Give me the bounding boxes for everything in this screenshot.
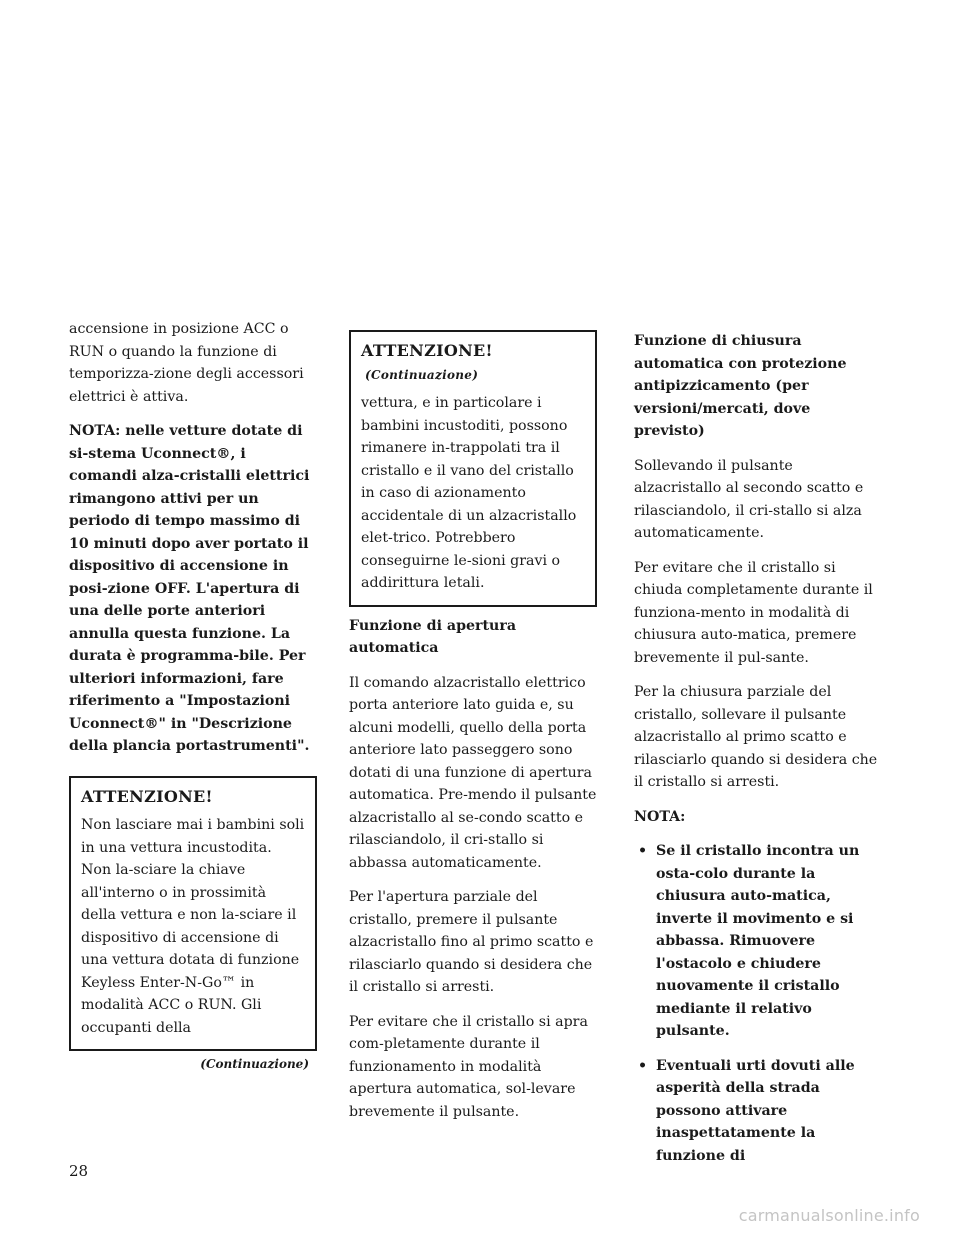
warning-text-continued: vettura, e in particolare i bambini incustoditi, possono rimanere in-trappolati tra il cristallo e il vano del cristallo in caso di azionamento accidentale di un alzacristallo elet-trico. Potrebbero conseguirne le-sioni gravi o addirittura letali. bbox=[361, 395, 577, 591]
warning-text: Non lasciare mai i bambini soli in una vettura incustodita. Non la-sciare la chiave all'interno o in prossimità della vettura e non la-sciare il dispositivo di accensione di una vettura dotata di funzione Keyless Enter-N-Go™ in modalità ACC o RUN. Gli occupanti della bbox=[81, 817, 305, 1036]
section-heading-auto-open: Funzione di apertura automatica bbox=[349, 617, 517, 656]
note-label: NOTA: bbox=[634, 808, 686, 825]
bullet-icon: • bbox=[638, 843, 648, 859]
warning-box bbox=[69, 776, 317, 1052]
paragraph: Per l'apertura parziale del cristallo, premere il pulsante alzacristallo fino al primo scatto e rilasciarlo quando si desidera che il cristallo si arresti. bbox=[349, 889, 594, 995]
note-uconnect: NOTA: nelle vetture dotate di si-stema Uconnect®, i comandi alza-cristalli elettrici rimangono attivi per un periodo di tempo massimo di 10 minuti dopo aver portato il dispositivo di accensione in posi-zione OFF. L'apertura di una delle porte anteriori annulla questa funzione. La durata è programma-bile. Per ulteriori informazioni, fare riferimento a "Impostazioni Uconnect®" in "Descrizione della plancia portastrumenti". bbox=[69, 423, 310, 754]
list-item: • Eventuali urti dovuti alle asperità della strada possono attivare inaspettatamente la funzione di bbox=[634, 1055, 882, 1168]
column-left bbox=[69, 318, 317, 1076]
page-number: 28 bbox=[69, 1162, 89, 1180]
section-heading-auto-close: Funzione di chiusura automatica con protezione antipizzicamento (per versioni/mercati, dove previsto) bbox=[634, 333, 847, 439]
paragraph: Sollevando il pulsante alzacristallo al secondo scatto e rilasciandolo, il cri-stallo si alza automaticamente. bbox=[634, 457, 864, 541]
warning-title-continued: ATTENZIONE!(Continuazione) bbox=[361, 341, 493, 382]
warning-title: ATTENZIONE! bbox=[81, 786, 213, 806]
watermark: carmanualsonline.info bbox=[738, 1206, 920, 1225]
list-item: • Se il cristallo incontra un osta-colo durante la chiusura auto-matica, inverte il movimento e si abbassa. Rimuovere l'ostacolo e chiudere nuovamente il cristallo mediante il relativo pulsante. bbox=[634, 840, 882, 1043]
paragraph: Per evitare che il cristallo si apra com-pletamente durante il funzionamento in modalità apertura automatica, sol-levare brevemente il pulsante. bbox=[349, 1013, 588, 1120]
column-middle bbox=[349, 330, 597, 1135]
paragraph: Il comando alzacristallo elettrico porta anteriore lato guida e, su alcuni modelli, quello della porta anteriore lato passeggero sono dotati di una funzione di apertura automatica. Pre-mendo il pulsante alzacristallo al se-condo scatto e rilasciandolo, il cri-stallo si abbassa automaticamente. bbox=[349, 674, 597, 871]
note-list bbox=[634, 840, 882, 1167]
paragraph: Per la chiusura parziale del cristallo, sollevare il pulsante alzacristallo al primo scatto e rilasciarlo quando si desidera che il cristallo si arresti. bbox=[634, 684, 878, 790]
warning-continued-tag: (Continuazione) bbox=[365, 367, 479, 382]
continued-label: (Continuazione) bbox=[200, 1057, 309, 1071]
column-right bbox=[634, 330, 882, 1179]
intro-paragraph: accensione in posizione ACC o RUN o quando la funzione di temporizza-zione degli accessori elettrici è attiva. bbox=[69, 321, 304, 405]
warning-box-continued bbox=[349, 330, 597, 607]
bullet-icon: • bbox=[638, 1057, 648, 1074]
paragraph: Per evitare che il cristallo si chiuda completamente durante il funziona-mento in modalità di chiusura auto-matica, premere brevemente il pul-sante. bbox=[634, 559, 873, 666]
